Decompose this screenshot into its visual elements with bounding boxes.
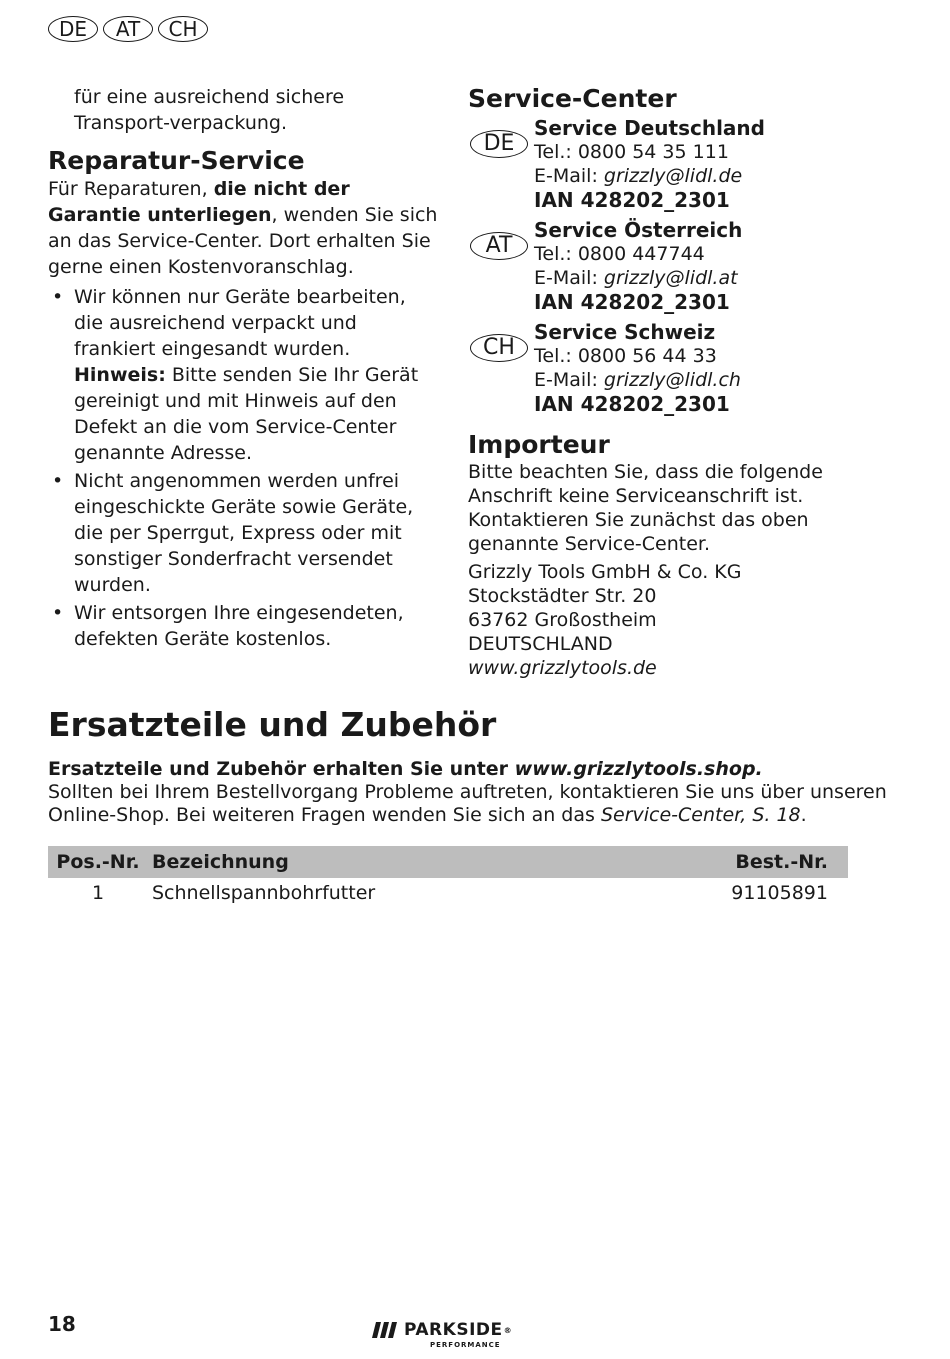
service-name: Service Deutschland: [534, 116, 765, 140]
cell-name: Schnellspannbohrfutter: [152, 882, 376, 904]
country-badge-de: DE: [48, 16, 98, 42]
repair-text-bold: die nicht der Garantie unterliegen: [48, 178, 350, 226]
intro-text: für eine ausreichend sichere Transport-verpackung.: [74, 86, 345, 134]
street-address: Stockstädter Str. 20: [468, 585, 657, 607]
importer-note: Bitte beachten Sie, dass die folgende Anschrift keine Serviceanschrift ist. Kontaktieren Sie zunächst das oben genannte Service-Center.: [468, 461, 823, 555]
service-heading: Service-Center: [468, 84, 677, 113]
city-address: 63762 Großostheim: [468, 609, 657, 631]
service-email-line: [534, 368, 888, 392]
bullet-text: Wir entsorgen Ihre eingesendeten, defekten Geräte kostenlos.: [74, 602, 404, 650]
parts-table: [48, 846, 848, 908]
list-item: [48, 284, 438, 466]
list-item: [48, 600, 438, 652]
service-ian: IAN 428202_2301: [534, 188, 730, 212]
column-header-pos: Pos.-Nr.: [48, 846, 148, 878]
parts-lead: [48, 758, 763, 780]
brand-name: PARKSIDE: [404, 1320, 503, 1340]
repair-heading: Reparatur-Service: [48, 146, 305, 175]
logo-main: [372, 1320, 532, 1340]
column-header-name: Bezeichnung: [148, 846, 608, 878]
repair-bullet-list: [48, 284, 438, 652]
note-label: Hinweis:: [74, 364, 166, 386]
service-email[interactable]: grizzly@lidl.ch: [603, 369, 741, 391]
country-badge-at: AT: [470, 232, 528, 260]
service-phone: Tel.: 0800 447744: [534, 243, 705, 265]
brand-subline: PERFORMANCE: [430, 1341, 501, 1349]
shop-link[interactable]: www.grizzlytools.shop.: [514, 758, 763, 780]
parts-text: Sollten bei Ihrem Bestellvorgang Probleme auftreten, kontaktieren Sie uns über unseren Online-Shop. Bei weiteren Fragen wenden Sie sich an das: [48, 781, 887, 826]
parts-paragraph: [48, 758, 888, 827]
email-label: E-Mail:: [534, 369, 604, 391]
service-block-ch: [468, 320, 888, 416]
country-name: DEUTSCHLAND: [468, 633, 613, 655]
repair-paragraph: [48, 176, 438, 280]
cell-order: 91105891: [731, 882, 828, 904]
country-badge-at: AT: [103, 16, 153, 42]
bullet-marker: •: [52, 602, 64, 624]
repair-text-end: , wenden Sie sich an das Service-Center. Dort erhalten Sie gerne einen Kostenvoranschlag.: [48, 204, 438, 278]
country-badges: [48, 16, 208, 42]
country-badge-de: DE: [470, 130, 528, 158]
parts-lead-text: Ersatzteile und Zubehör erhalten Sie unter: [48, 758, 515, 780]
registered-mark: ®: [503, 1325, 513, 1335]
repair-text-start: Für Reparaturen,: [48, 178, 214, 200]
cell-pos: 1: [91, 882, 105, 904]
email-label: E-Mail:: [534, 165, 604, 187]
company-name: Grizzly Tools GmbH & Co. KG: [468, 561, 742, 583]
page-number: 18: [48, 1312, 76, 1336]
importer-address: [468, 560, 888, 680]
service-name: Service Schweiz: [534, 320, 716, 344]
column-header-order: Best.-Nr.: [608, 846, 848, 878]
email-label: E-Mail:: [534, 267, 604, 289]
note-text: Bitte senden Sie Ihr Gerät gereinigt und mit Hinweis auf den Defekt an die vom Service-Center genannte Adresse.: [74, 364, 419, 464]
bullet-text: Nicht angenommen werden unfrei eingeschickte Geräte sowie Geräte, die per Sperrgut, Express oder mit sonstiger Sonderfracht versendet wurden.: [74, 470, 414, 596]
service-ian: IAN 428202_2301: [534, 392, 730, 416]
bullet-marker: •: [52, 286, 64, 308]
bullet-text: Wir können nur Geräte bearbeiten, die ausreichend verpackt und frankiert eingesandt wurden.: [74, 286, 406, 360]
bullet-marker: •: [52, 470, 64, 492]
service-phone: Tel.: 0800 56 44 33: [534, 345, 717, 367]
service-block-de: [468, 116, 888, 212]
section-title: Ersatzteile und Zubehör: [48, 705, 497, 744]
service-email-line: [534, 164, 888, 188]
website-link[interactable]: www.grizzlytools.de: [468, 657, 657, 679]
list-item: [48, 468, 438, 598]
country-badge-ch: CH: [470, 334, 528, 362]
service-ian: IAN 428202_2301: [534, 290, 730, 314]
service-email-line: [534, 266, 888, 290]
service-center-ref: Service-Center, S. 18: [600, 804, 801, 826]
table-row: [48, 878, 848, 908]
service-block-at: [468, 218, 888, 314]
service-email[interactable]: grizzly@lidl.at: [603, 267, 738, 289]
left-column: [48, 84, 438, 654]
parts-text-end: .: [800, 804, 807, 826]
importer-heading: Importeur: [468, 430, 610, 459]
service-email[interactable]: grizzly@lidl.de: [603, 165, 743, 187]
table-header-row: [48, 846, 848, 878]
parkside-logo: [372, 1320, 532, 1349]
service-phone: Tel.: 0800 54 35 111: [534, 141, 729, 163]
service-name: Service Österreich: [534, 218, 743, 242]
stripes-icon: [372, 1322, 398, 1338]
right-column: [468, 84, 888, 680]
country-badge-ch: CH: [158, 16, 208, 42]
